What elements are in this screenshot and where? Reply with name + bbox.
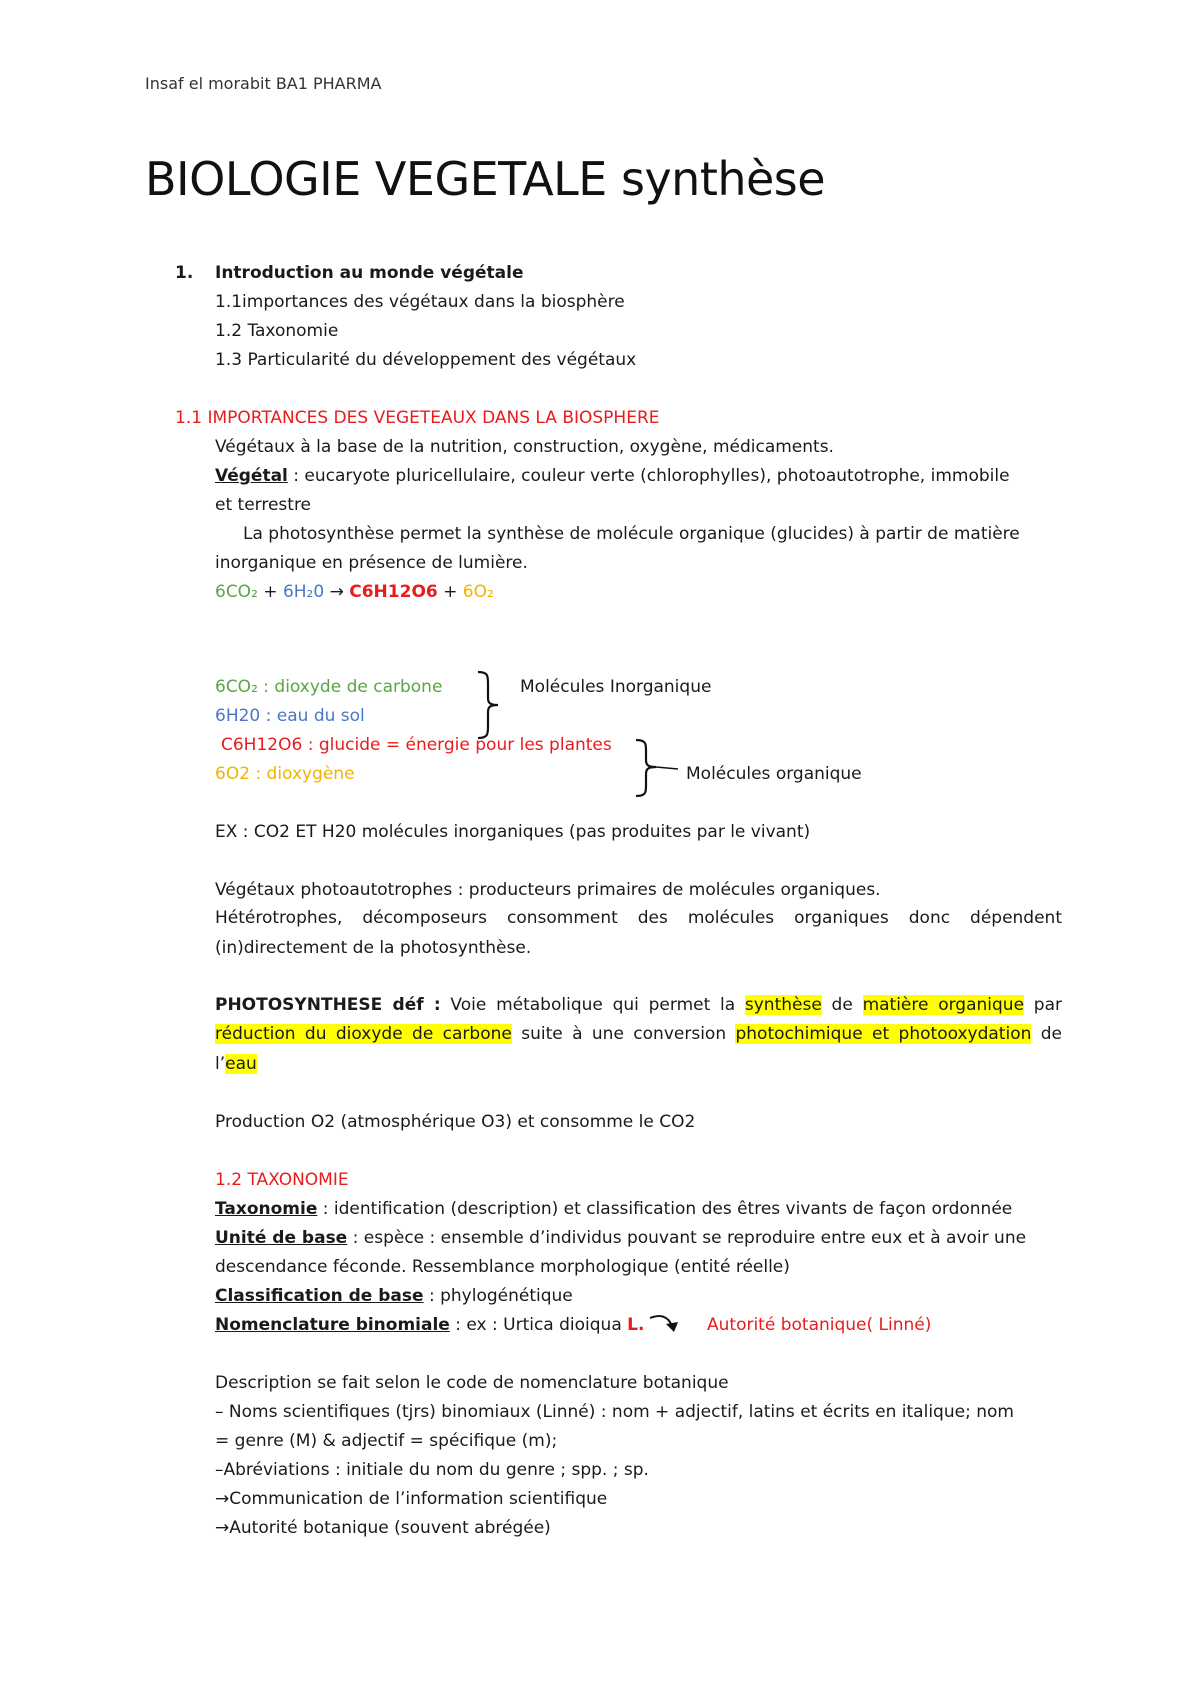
vegetal-definition	[215, 465, 1010, 487]
term-text: : eucaryote pluricellulaire, couleur verte (chlorophylles), photoautotrophe, immobile	[287, 466, 1010, 486]
highlighted-text: matière organique	[862, 995, 1025, 1015]
term-label: Unité de base	[215, 1228, 348, 1248]
term-label: Taxonomie	[215, 1199, 318, 1219]
photosynthesis-definition-line	[215, 1020, 1062, 1049]
paragraph-line: –Abréviations : initiale du nom du genre ; spp. ; sp.	[215, 1460, 649, 1480]
paragraph-line: Végétaux à la base de la nutrition, construction, oxygène, médicaments.	[215, 437, 834, 457]
authority-label: Autorité botanique( Linné)	[707, 1315, 932, 1335]
text-span: suite à une conversion	[511, 1024, 736, 1044]
eq-co2: 6CO₂	[215, 582, 258, 602]
eq-plus: +	[437, 582, 463, 602]
term-label: PHOTOSYNTHESE déf :	[215, 995, 441, 1015]
text-span: l’	[215, 1054, 226, 1074]
text-span: par	[1024, 995, 1062, 1015]
paragraph-line: Production O2 (atmosphérique O3) et consomme le CO2	[215, 1112, 696, 1132]
paragraph-line: et terrestre	[215, 495, 312, 515]
toc-item: 1.2 Taxonomie	[215, 321, 339, 341]
molecule-co2: 6CO₂ : dioxyde de carbone	[215, 677, 443, 697]
toc-heading: Introduction au monde végétale	[215, 263, 524, 283]
label-inorganic: Molécules Inorganique	[520, 677, 712, 697]
term-text: : phylogénétique	[423, 1286, 573, 1306]
brace-organic-icon	[632, 738, 682, 798]
toc-item: 1.3 Particularité du développement des végétaux	[215, 350, 637, 370]
paragraph-line: Hétérotrophes, décomposeurs consomment des molécules organiques donc dépendent	[215, 908, 1062, 928]
section-heading: 1.2 TAXONOMIE	[215, 1170, 349, 1190]
text-span: de	[821, 995, 863, 1015]
eq-h2o: 6H₂0	[282, 582, 325, 602]
curved-arrow-icon	[648, 1312, 684, 1336]
photosynthesis-equation	[215, 581, 494, 603]
paragraph-line: descendance féconde. Ressemblance morphologique (entité réelle)	[215, 1257, 790, 1277]
text-span: Voie métabolique qui permet la	[440, 995, 745, 1015]
unit-definition	[215, 1227, 1026, 1249]
highlighted-text: photochimique et photooxydation	[735, 1024, 1032, 1044]
page-header: Insaf el morabit BA1 PHARMA	[145, 74, 382, 93]
eq-glucose: C6H12O6	[349, 582, 438, 602]
highlighted-text: synthèse	[744, 995, 822, 1015]
paragraph-line: = genre (M) & adjectif = spécifique (m);	[215, 1431, 558, 1451]
term-label: Classification de base	[215, 1286, 424, 1306]
molecule-o2: 6O2 : dioxygène	[215, 764, 355, 784]
highlighted-text: eau	[225, 1054, 257, 1074]
eq-arrow: →	[324, 582, 350, 602]
eq-o2: 6O₂	[462, 582, 494, 602]
paragraph-line: inorganique en présence de lumière.	[215, 553, 528, 573]
molecule-glucose: C6H12O6 : glucide = énergie pour les plantes	[221, 735, 612, 755]
nomenclature-definition	[215, 1314, 644, 1336]
toc-number: 1.	[175, 263, 194, 283]
label-organic: Molécules organique	[686, 764, 862, 784]
text-span: de	[1031, 1024, 1063, 1044]
term-text: : ex : Urtica dioiqua	[449, 1315, 628, 1335]
paragraph-line: – Noms scientifiques (tjrs) binomiaux (Linné) : nom + adjectif, latins et écrits en italique; nom	[215, 1402, 1014, 1422]
term-text: : identification (description) et classification des êtres vivants de façon ordonnée	[317, 1199, 1013, 1219]
highlighted-text: réduction du dioxyde de carbone	[215, 1024, 512, 1044]
authority-abbrev: L.	[627, 1315, 645, 1335]
term-label: Nomenclature binomiale	[215, 1315, 450, 1335]
paragraph-line: EX : CO2 ET H20 molécules inorganiques (pas produites par le vivant)	[215, 822, 811, 842]
section-heading: 1.1 IMPORTANCES DES VEGETEAUX DANS LA BIOSPHERE	[175, 408, 660, 428]
paragraph-line: La photosynthèse permet la synthèse de molécule organique (glucides) à partir de matière	[243, 524, 1020, 544]
classification-definition	[215, 1285, 573, 1307]
brace-inorganic-icon	[474, 670, 504, 740]
molecule-h2o: 6H20 : eau du sol	[215, 706, 365, 726]
paragraph-line: →Autorité botanique (souvent abrégée)	[215, 1518, 551, 1538]
paragraph-line: Végétaux photoautotrophes : producteurs primaires de molécules organiques.	[215, 880, 881, 900]
taxonomy-definition	[215, 1198, 1012, 1220]
term-text: : espèce : ensemble d’individus pouvant se reproduire entre eux et à avoir une	[347, 1228, 1027, 1248]
term-label: Végétal	[215, 466, 288, 486]
eq-plus: +	[257, 582, 283, 602]
photosynthesis-definition-line	[215, 1053, 257, 1075]
paragraph-line: →Communication de l’information scientifique	[215, 1489, 608, 1509]
document-title: BIOLOGIE VEGETALE synthèse	[145, 152, 826, 206]
paragraph-line: Description se fait selon le code de nomenclature botanique	[215, 1373, 729, 1393]
toc-item: 1.1importances des végétaux dans la biosphère	[215, 292, 625, 312]
paragraph-line: (in)directement de la photosynthèse.	[215, 938, 532, 958]
photosynthesis-definition-line	[215, 991, 1062, 1020]
